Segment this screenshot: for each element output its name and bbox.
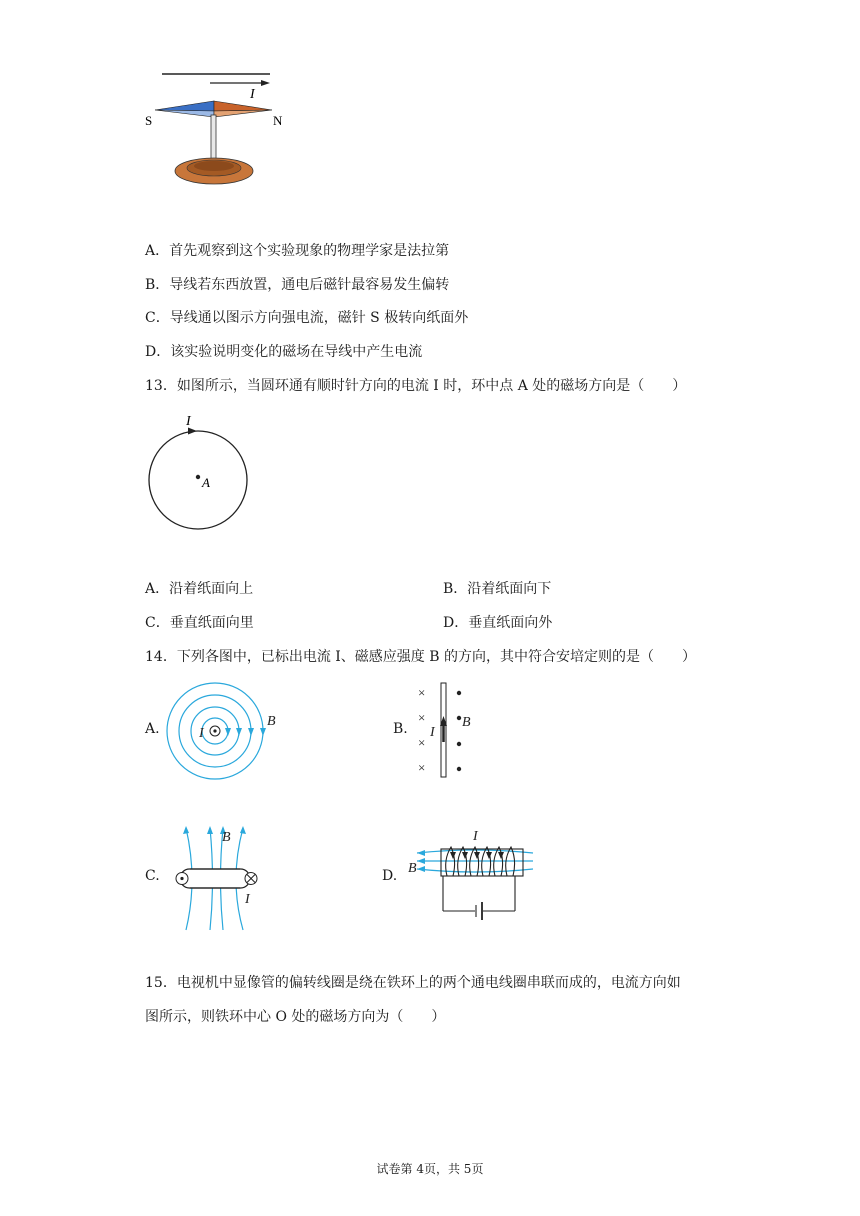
fig-a-current-label: I	[199, 726, 204, 741]
q12-option-a: A．首先观察到这个实验现象的物理学家是法拉第	[145, 243, 450, 259]
svg-text:×: ×	[418, 735, 426, 750]
q14-stem: 14．下列各图中，已标出电流 I、磁感应强度 B 的方向，其中符合安培定则的是（ ）	[145, 649, 696, 665]
needle-n-label: N	[273, 113, 283, 128]
q13-figure	[140, 405, 260, 530]
fig-c-field-label: B	[222, 830, 231, 845]
q14-label-a: A.	[145, 721, 160, 737]
fig-b-current-label: I	[430, 725, 435, 740]
fig-d-field-label: B	[408, 861, 417, 876]
q13-option-a: A．沿着纸面向上	[145, 581, 254, 597]
q14-figure-c	[165, 820, 275, 935]
fig-a-field-label: B	[267, 714, 276, 729]
point-a-label: A	[202, 475, 210, 490]
q15-stem-line1: 15．电视机中显像管的偏转线圈是绕在铁环上的两个通电线圈串联而成的，电流方向如	[145, 975, 681, 991]
ring-current-label: I	[186, 414, 191, 429]
needle-s-label: S	[145, 113, 153, 128]
fig-c-current-label: I	[245, 892, 250, 907]
svg-text:×: ×	[418, 685, 426, 700]
q14-figure-d	[405, 825, 545, 925]
q14-label-b: B.	[393, 721, 408, 737]
q12-option-d: D．该实验说明变化的磁场在导线中产生电流	[145, 344, 423, 360]
q13-option-b: B．沿着纸面向下	[443, 581, 552, 597]
page-footer: 试卷第 4页，共 5页	[376, 1162, 484, 1176]
q14-figure-a	[165, 680, 285, 785]
q14-label-c: C.	[145, 868, 160, 884]
q14-figure-b	[410, 680, 490, 780]
svg-text:×: ×	[418, 760, 426, 775]
q14-label-d: D.	[382, 868, 398, 884]
q12-option-c: C．导线通以图示方向强电流，磁针 S 极转向纸面外	[145, 310, 469, 326]
fig-d-current-label: I	[473, 829, 478, 844]
q12-option-b: B．导线若东西放置，通电后磁针最容易发生偏转	[145, 277, 450, 293]
fig-b-field-label: B	[462, 715, 471, 730]
q13-option-d: D．垂直纸面向外	[443, 615, 553, 631]
wire-current-label: I	[250, 87, 255, 102]
svg-text:×: ×	[418, 710, 426, 725]
q12-figure	[140, 65, 310, 195]
q13-option-c: C．垂直纸面向里	[145, 615, 254, 631]
q13-stem: 13．如图所示，当圆环通有顺时针方向的电流 I 时，环中点 A 处的磁场方向是（ ）	[145, 378, 687, 394]
q15-stem-line2: 图所示，则铁环中心 O 处的磁场方向为（ ）	[145, 1009, 446, 1025]
